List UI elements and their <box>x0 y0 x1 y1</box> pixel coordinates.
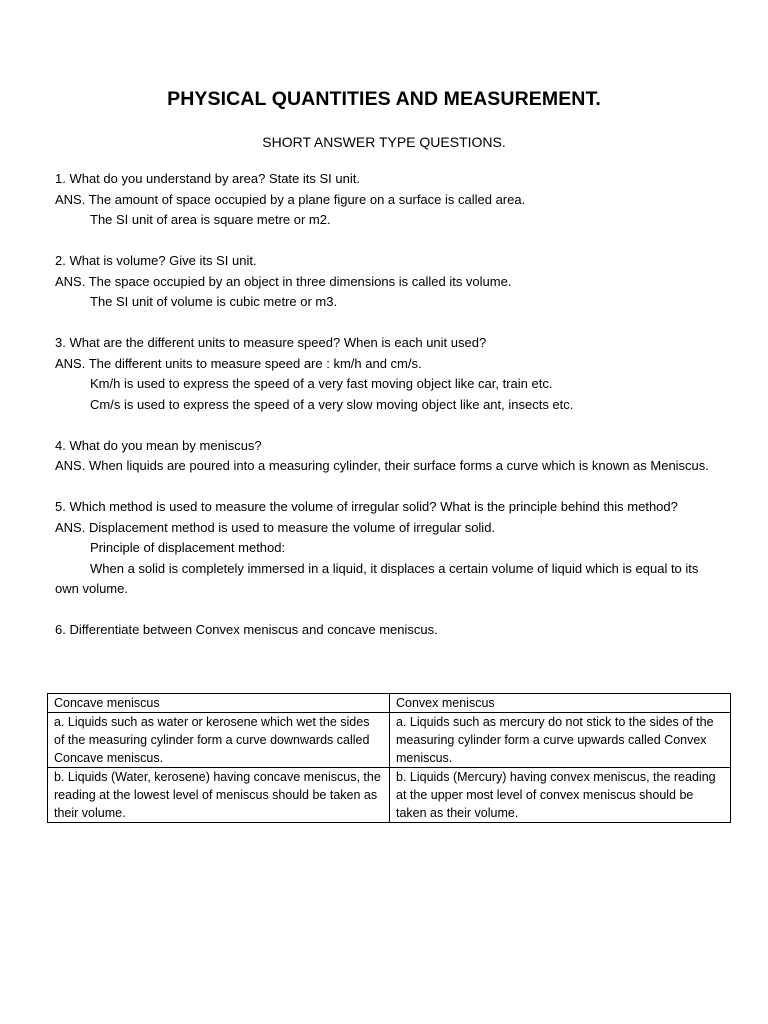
answer-1-detail: The SI unit of area is square metre or m2. <box>90 212 331 227</box>
table-cell: b. Liquids (Water, kerosene) having concave meniscus, the reading at the lowest level of meniscus should be taken as their volume. <box>48 768 390 823</box>
question-list <box>55 169 715 641</box>
meniscus-comparison-table <box>47 693 731 823</box>
page-title: PHYSICAL QUANTITIES AND MEASUREMENT. <box>167 88 601 110</box>
table-row <box>48 713 731 768</box>
table-cell: b. Liquids (Mercury) having convex meniscus, the reading at the upper most level of convex meniscus should be taken as their volume. <box>390 768 731 823</box>
answer-3: ANS. The different units to measure speed are : km/h and cm/s. <box>55 355 422 371</box>
question-4: 4. What do you mean by meniscus? <box>55 437 262 453</box>
answer-3-detail-1: Km/h is used to express the speed of a very fast moving object like car, train etc. <box>90 376 553 391</box>
answer-5-principle: Principle of displacement method: <box>90 540 286 555</box>
answer-4: ANS. When liquids are poured into a measuring cylinder, their surface forms a curve which is known as Meniscus. <box>55 458 709 473</box>
answer-1: ANS. The amount of space occupied by a plane figure on a surface is called area. <box>55 191 526 207</box>
answer-5: ANS. Displacement method is used to measure the volume of irregular solid. <box>55 519 496 535</box>
answer-3-detail-2: Cm/s is used to express the speed of a very slow moving object like ant, insects etc. <box>90 396 574 412</box>
question-1: 1. What do you understand by area? State its SI unit. <box>55 171 360 186</box>
question-5: 5. Which method is used to measure the volume of irregular solid? What is the principle behind this method? <box>55 499 678 514</box>
table-header-cell: Concave meniscus <box>48 694 390 713</box>
table-header-cell: Convex meniscus <box>390 694 731 713</box>
table-header-row <box>48 694 731 713</box>
answer-2-detail: The SI unit of volume is cubic metre or m3. <box>90 294 338 309</box>
table-row <box>48 768 731 823</box>
question-3: 3. What are the different units to measure speed? When is each unit used? <box>55 335 487 350</box>
page-subtitle: SHORT ANSWER TYPE QUESTIONS. <box>262 134 506 150</box>
table-cell: a. Liquids such as mercury do not stick to the sides of the measuring cylinder form a curve upwards called Convex meniscus. <box>390 713 731 768</box>
answer-5-explanation: When a solid is completely immersed in a liquid, it displaces a certain volume of liquid which is equal to its own volume. <box>55 560 699 596</box>
question-6: 6. Differentiate between Convex meniscus and concave meniscus. <box>55 622 438 637</box>
question-2: 2. What is volume? Give its SI unit. <box>55 253 257 268</box>
table-cell: a. Liquids such as water or kerosene which wet the sides of the measuring cylinder form a curve downwards called Concave meniscus. <box>48 713 390 768</box>
answer-2: ANS. The space occupied by an object in three dimensions is called its volume. <box>55 273 512 289</box>
